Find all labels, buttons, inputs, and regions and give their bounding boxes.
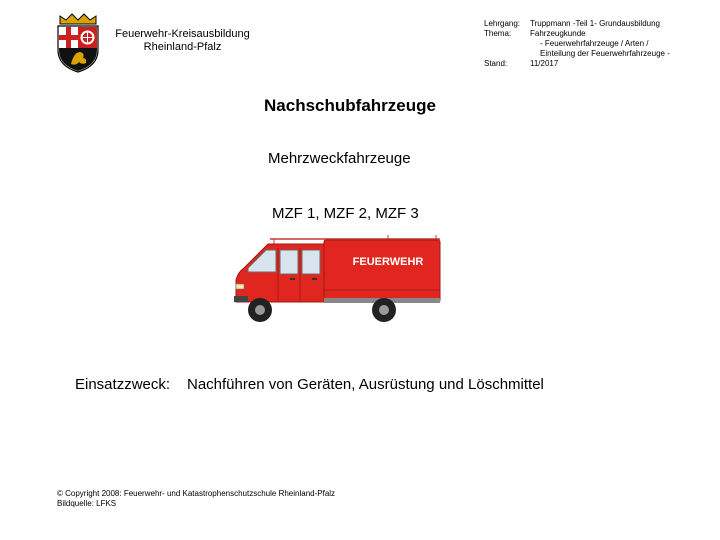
topic-line-1: Fahrzeugkunde <box>530 29 586 38</box>
topic-line-2: - Feuerwehrfahrzeuge / Arten / <box>540 39 649 48</box>
purpose-text: Nachführen von Geräten, Ausrüstung und Löschmittel <box>187 376 544 393</box>
date-label: Stand: <box>484 59 508 68</box>
topic-label: Thema: <box>484 29 512 38</box>
fire-truck-icon <box>228 232 444 328</box>
organization-line-2: Rheinland-Pfalz <box>143 41 222 53</box>
course-value: Truppmann -Teil 1- Grundausbildung <box>530 19 660 28</box>
image-source: Bildquelle: LFKS <box>57 499 117 508</box>
purpose-label: Einsatzzweck: <box>75 376 171 393</box>
topic-line-3: Einteilung der Feuerwehrfahrzeuge - <box>540 49 670 58</box>
organization-line-1: Feuerwehr-Kreisausbildung <box>115 28 250 40</box>
vehicle-lettering: FEUERWEHR <box>352 256 424 268</box>
purpose-line <box>75 376 544 393</box>
organization-name <box>100 28 265 54</box>
slide-subtitle: Mehrzweckfahrzeuge <box>268 150 411 167</box>
course-info <box>484 19 720 69</box>
course-label: Lehrgang: <box>484 19 521 28</box>
date-value: 11/2017 <box>530 59 559 68</box>
slide-title: Nachschubfahrzeuge <box>264 96 436 115</box>
vehicle-models: MZF 1, MZF 2, MZF 3 <box>272 205 419 222</box>
coat-of-arms-icon <box>52 12 104 74</box>
copyright-text: © Copyright 2008: Feuerwehr- und Katastrophenschutzschule Rheinland-Pfalz <box>57 489 336 498</box>
footer <box>57 489 335 509</box>
